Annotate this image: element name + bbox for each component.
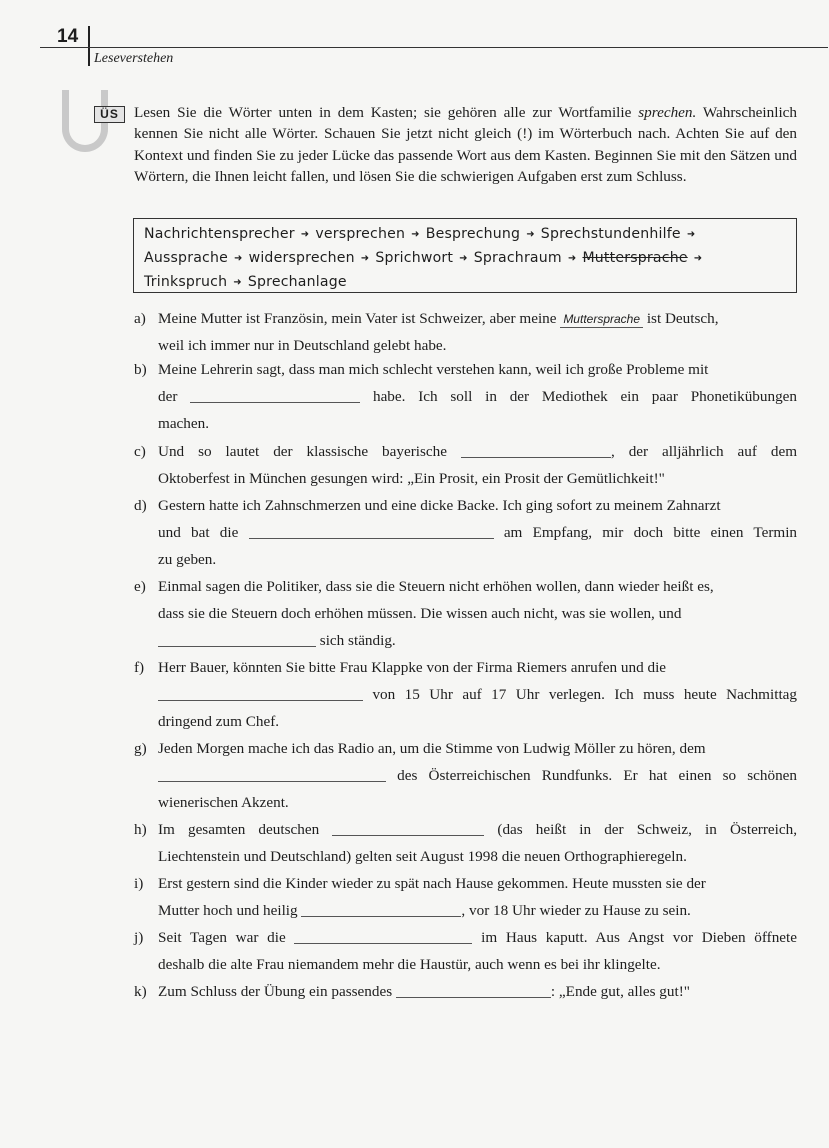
exercise-badge: ÜS (94, 106, 125, 123)
item-label: j) (134, 929, 144, 946)
arrow-icon: ➜ (234, 253, 243, 264)
exercise-instructions: Lesen Sie die Wörter unten in dem Kasten; sie gehören alle zur Wortfamilie sprechen. Wahrscheinlich kennen Sie nicht alle Wörter. Schauen Sie jetzt nicht gleich (!) im Wörterbuch nach. Achten Sie auf den Kontext und finden Sie zu jeder Lücke das passende Wort aus dem Kasten. Beginnen Sie mit den Sätzen und Wörtern, die Ihnen leicht fallen, und lösen Sie die schwierigen Aufgaben erst zum Schluss. (134, 104, 798, 185)
filled-answer[interactable]: Muttersprache (560, 312, 643, 328)
item-label: h) (134, 821, 147, 838)
word: Sprichwort (375, 250, 454, 266)
arrow-icon: ➜ (459, 253, 468, 264)
exercise-item-d: d) Gestern hatte ich Zahnschmerzen und eine dicke Backe. Ich ging sofort zu meinem Zahnarzt und bat die am Empfang, mir doch bitte einen Termin zu geben. (134, 492, 797, 573)
item-label: f) (134, 659, 145, 676)
exercise-item-e: e) Einmal sagen die Politiker, dass sie die Steuern nicht erhöhen wollen, dann wieder heißt es, dass sie die Steuern doch erhöhen müssen. Die wissen auch nicht, was sie wollen, und sich ständig. (134, 573, 797, 654)
answer-blank[interactable] (294, 928, 472, 944)
item-label: b) (134, 361, 147, 378)
exercise-item-g: g) Jeden Morgen mache ich das Radio an, um die Stimme von Ludwig Möller zu hören, dem des Österreichischen Rundfunks. Er hat einen so schönen wienerischen Akzent. (134, 735, 797, 816)
arrow-icon: ➜ (693, 253, 703, 264)
answer-blank[interactable] (190, 387, 360, 403)
answer-blank[interactable] (158, 631, 316, 647)
arrow-icon: ➜ (411, 229, 420, 240)
word: versprechen (315, 226, 406, 242)
answer-blank[interactable] (158, 685, 363, 701)
header-divider-vertical (88, 26, 90, 66)
word: Aussprache (144, 250, 228, 266)
exercise-item-b: b) Meine Lehrerin sagt, dass man mich schlecht verstehen kann, weil ich große Probleme mit der habe. Ich soll in der Mediothek ein paar Phonetikübungen machen. (134, 356, 797, 437)
answer-blank[interactable] (332, 820, 484, 836)
item-label: i) (134, 875, 144, 892)
header-rule (40, 47, 828, 48)
page-number: 14 (57, 26, 79, 47)
arrow-icon: ➜ (300, 229, 310, 240)
item-label: a) (134, 310, 146, 327)
exercise-item-c: c) Und so lautet der klassische bayerische , der alljährlich auf dem Oktoberfest in München gesungen wird: „Ein Prosit, ein Prosit der Gemütlichkeit!" (134, 438, 797, 492)
section-title: Leseverstehen (94, 51, 174, 66)
answer-blank[interactable] (301, 901, 461, 917)
answer-blank[interactable] (461, 442, 611, 458)
word-box (133, 218, 797, 293)
exercise-item-i: i) Erst gestern sind die Kinder wieder zu spät nach Hause gekommen. Heute mussten sie der Mutter hoch und heilig , vor 18 Uhr wieder zu Hause zu sein. (134, 870, 797, 924)
answer-blank[interactable] (249, 523, 494, 539)
exercise-item-f: f) Herr Bauer, könnten Sie bitte Frau Klappke von der Firma Riemers anrufen und die von 15 Uhr auf 17 Uhr verlegen. Ich muss heute Nachmittag dringend zum Chef. (134, 654, 797, 735)
word: Trinkspruch (144, 274, 228, 290)
exercise-item-k: k) Zum Schluss der Übung ein passendes : „Ende gut, alles gut!" (134, 978, 797, 1005)
item-label: d) (134, 497, 147, 514)
word-crossed-out: Muttersprache (582, 250, 688, 266)
word: widersprechen (248, 250, 355, 266)
word: Besprechung (425, 226, 521, 242)
arrow-icon: ➜ (686, 229, 696, 240)
arrow-icon: ➜ (526, 229, 535, 240)
arrow-icon: ➜ (567, 253, 577, 264)
item-label: e) (134, 578, 146, 595)
arrow-icon: ➜ (360, 253, 370, 264)
answer-blank[interactable] (396, 982, 551, 998)
arrow-icon: ➜ (233, 277, 242, 288)
item-label: k) (134, 983, 147, 1000)
item-label: c) (134, 443, 146, 460)
word: Nachrichtensprecher (144, 226, 295, 242)
word: Sprechstundenhilfe (540, 226, 681, 242)
word: Sprechanlage (247, 274, 347, 290)
answer-blank[interactable] (158, 766, 386, 782)
exercise-item-h: h) Im gesamten deutschen (das heißt in der Schweiz, in Österreich, Liechtenstein und Deutschland) gelten seit August 1998 die neuen Orthographieregeln. (134, 816, 797, 870)
exercise-item-a: a) Meine Mutter ist Französin, mein Vater ist Schweizer, aber meine Muttersprache ist Deutsch, weil ich immer nur in Deutschland gelebt habe. (134, 305, 797, 359)
exercise-item-j: j) Seit Tagen war die im Haus kaputt. Aus Angst vor Dieben öffnete deshalb die alte Frau niemandem mehr die Haustür, auch wenn es bei ihr klingelte. (134, 924, 797, 978)
word: Sprachraum (473, 250, 562, 266)
item-label: g) (134, 740, 147, 757)
